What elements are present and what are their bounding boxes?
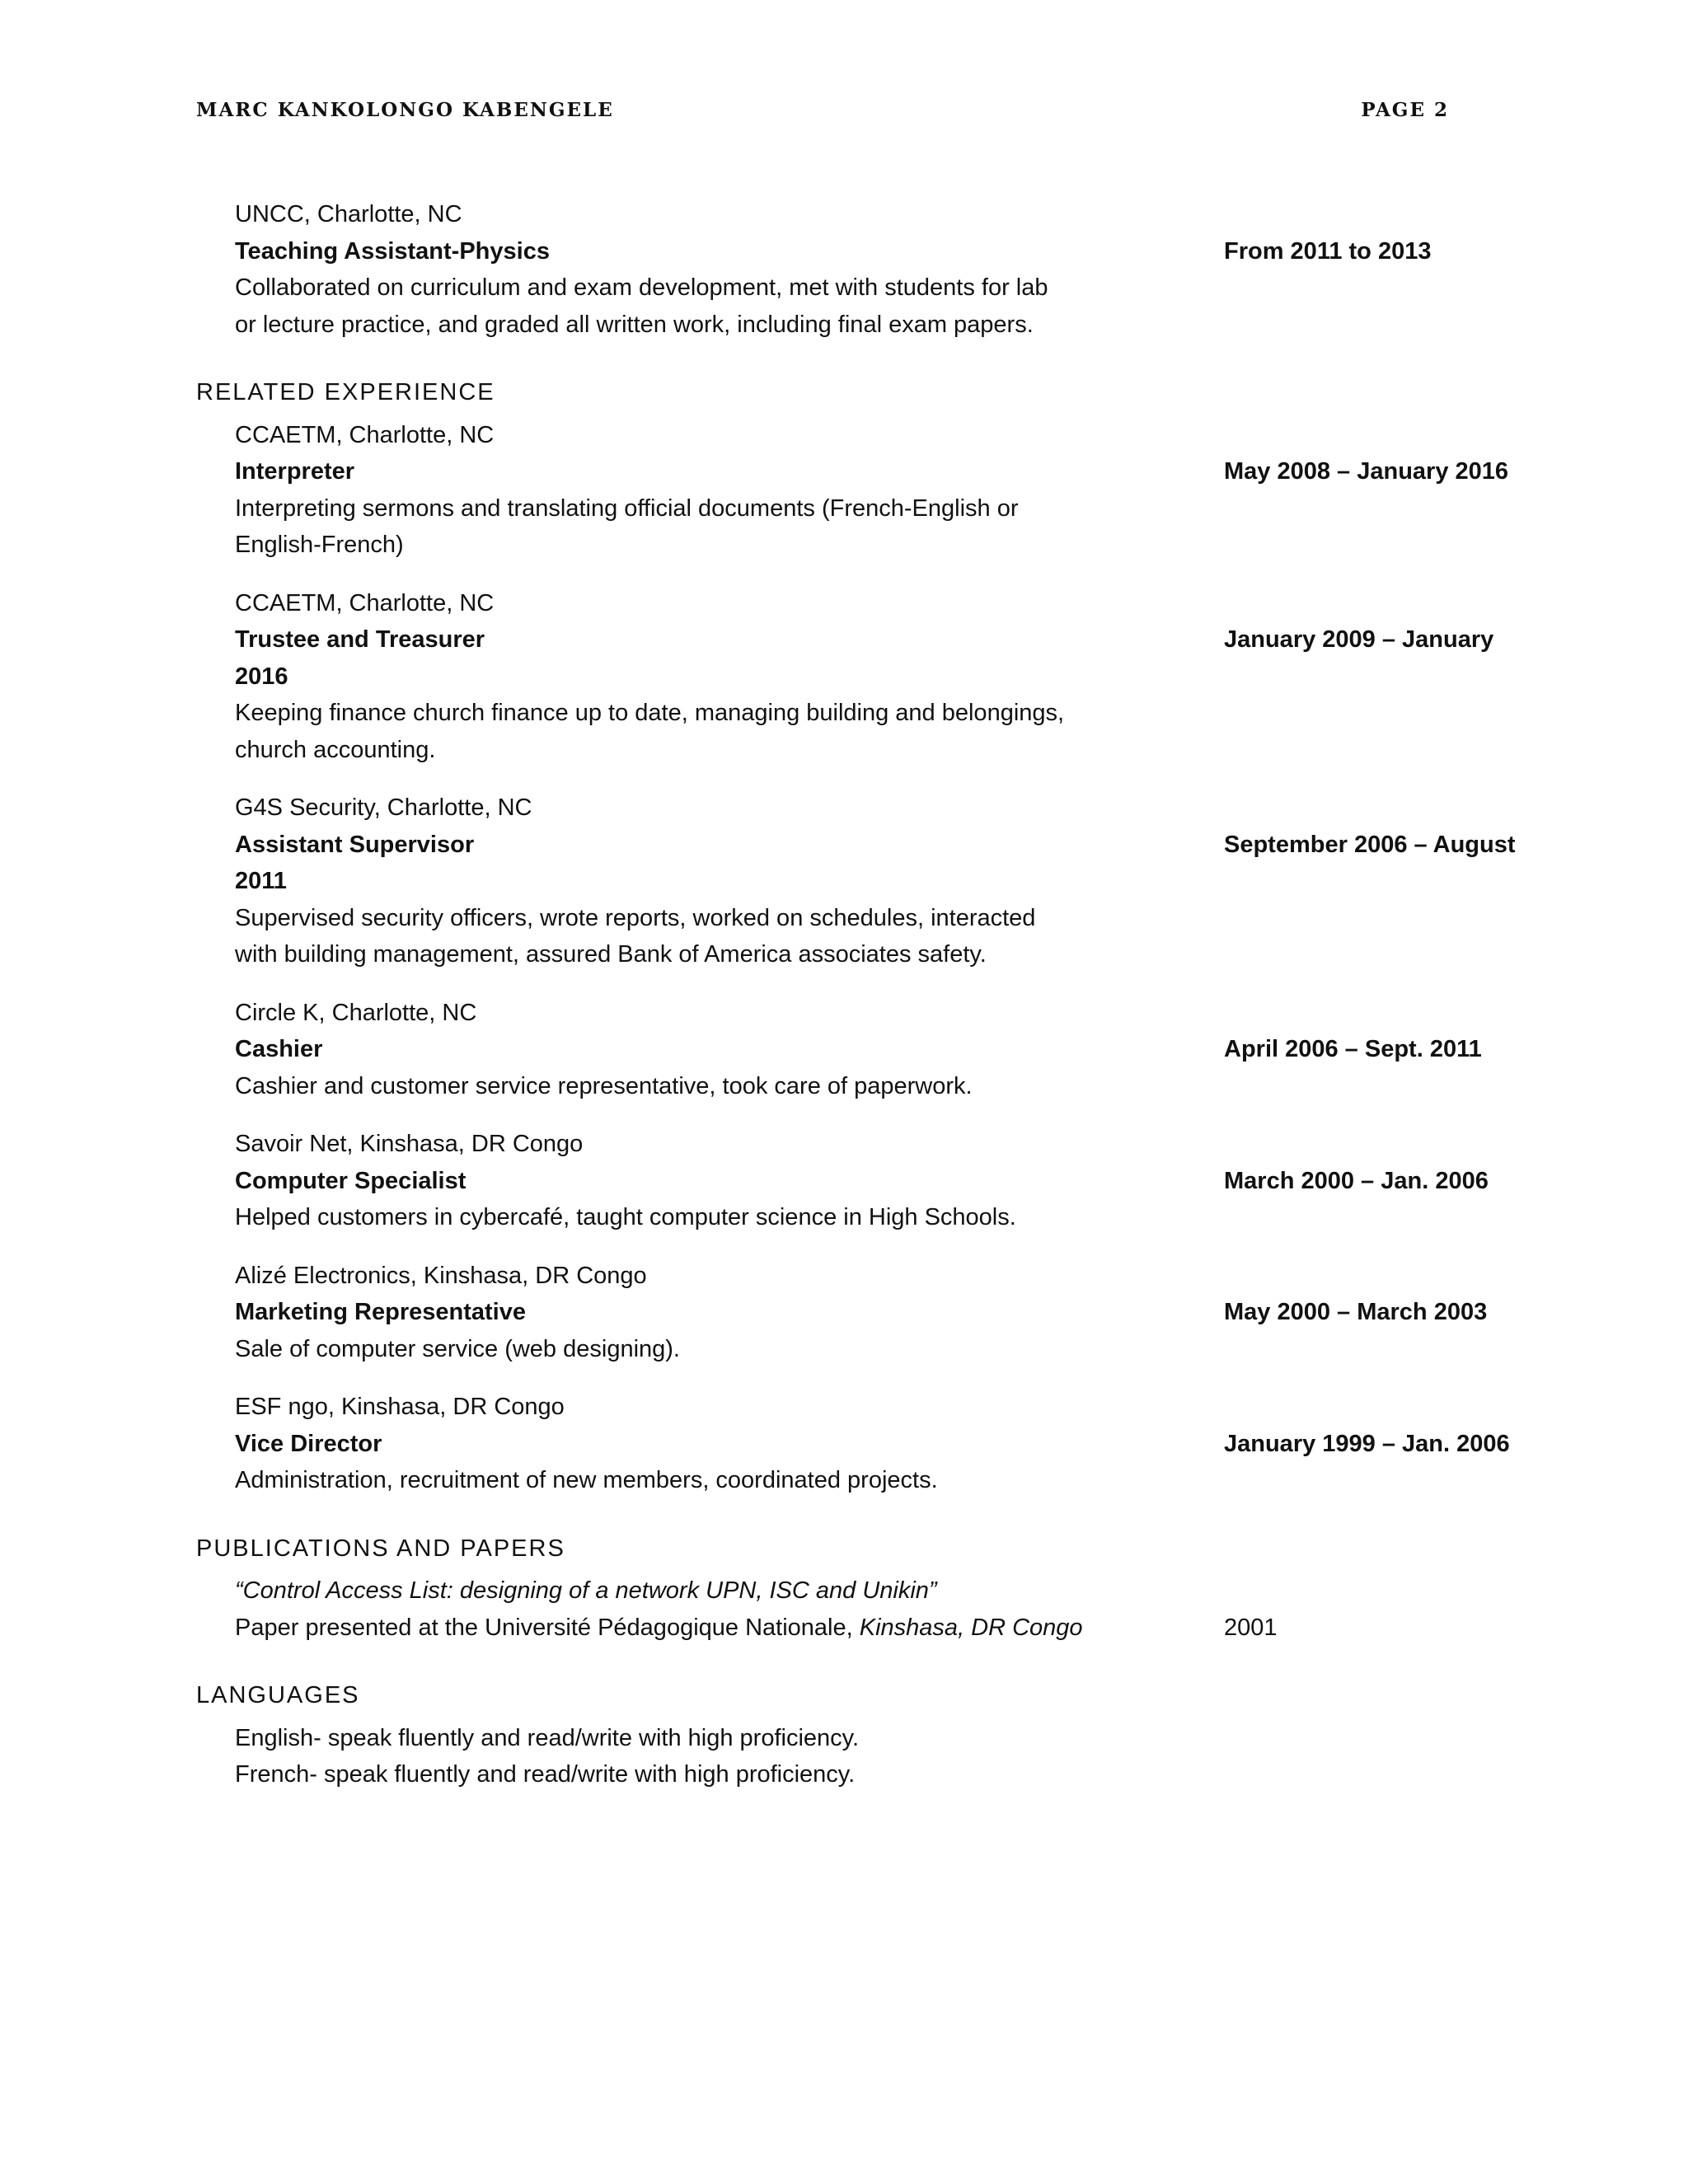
publication-entry [235,1572,1515,1646]
entry-description: Collaborated on curriculum and exam development, met with students for lab [235,274,1048,301]
section-title-publications: PUBLICATIONS AND PAPERS [196,1535,565,1562]
entry-org: CCAETM, Charlotte, NC [235,421,495,448]
experience-entry [235,1126,1515,1236]
section-title-languages: LANGUAGES [196,1682,360,1708]
entry-description: Helped customers in cybercafé, taught computer science in High Schools. [235,1204,1016,1230]
entry-description: or lecture practice, and graded all written work, including final exam papers. [235,311,1034,338]
entry-title: Computer Specialist [235,1167,467,1194]
languages-list [235,1720,1515,1793]
entry-description: Sale of computer service (web designing). [235,1335,680,1362]
language-item: French- speak fluently and read/write with high proficiency. [235,1761,856,1788]
resume-content [196,196,1515,1793]
language-item: English- speak fluently and read/write with high proficiency. [235,1724,860,1751]
entry-dates: January 2009 – January [1224,626,1494,653]
entry-dates: May 2000 – March 2003 [1224,1299,1488,1325]
resume-name: MARC KANKOLONGO KABENGELE [196,99,614,121]
page-header [196,99,1449,129]
experience-entry [235,1258,1515,1368]
entry-description: Supervised security officers, wrote reports, worked on schedules, interacted [235,904,1036,931]
entry-description: Keeping finance church finance up to date, managing building and belongings, [235,700,1065,726]
experience-entry [235,790,1515,973]
entry-dates: January 1999 – Jan. 2006 [1224,1430,1510,1457]
entry-title: Assistant Supervisor [235,831,475,858]
entry-title: Vice Director [235,1430,382,1457]
experience-entry [235,585,1515,769]
entry-org: Circle K, Charlotte, NC [235,999,477,1026]
entry-org: UNCC, Charlotte, NC [235,201,462,227]
entry-description: Administration, recruitment of new members, coordinated projects. [235,1467,938,1493]
publication-title: “Control Access List: designing of a network UPN, ISC and Unikin” [235,1577,937,1604]
entry-dates: From 2011 to 2013 [1224,237,1432,265]
experience-entry [235,417,1515,564]
entry-org: CCAETM, Charlotte, NC [235,589,495,616]
entry-title: Trustee and Treasurer [235,626,485,653]
publication-description [235,1610,1515,1647]
entry-title: Marketing Representative [235,1299,526,1325]
entry-title-continued: 2011 [235,868,287,894]
entry-description: with building management, assured Bank of America associates safety. [235,941,987,968]
page-number: PAGE 2 [1361,99,1449,121]
section-title-related-experience: RELATED EXPERIENCE [196,379,495,405]
entry-title-continued: 2016 [235,663,288,690]
entry-org: ESF ngo, Kinshasa, DR Congo [235,1394,565,1420]
experience-entry [235,995,1515,1105]
entry-description: English-French) [235,532,404,558]
entry-title: Cashier [235,1036,323,1062]
entry-title: Teaching Assistant-Physics [235,237,550,265]
entry-org: G4S Security, Charlotte, NC [235,794,532,821]
entry-dates: May 2008 – January 2016 [1224,458,1509,485]
teaching-entry [235,196,1515,343]
entry-description: church accounting. [235,736,436,763]
publication-place: Kinshasa, DR Congo [859,1614,1083,1641]
publication-year: 2001 [1224,1614,1278,1641]
entry-title: Interpreter [235,458,355,485]
publication-venue: Paper presented at the Université Pédagogique Nationale, [235,1614,860,1641]
entry-org: Alizé Electronics, Kinshasa, DR Congo [235,1262,647,1289]
entry-description: Interpreting sermons and translating official documents (French-English or [235,494,1019,522]
experience-entry [235,1389,1515,1499]
entry-description: Cashier and customer service representative, took care of paperwork. [235,1072,973,1099]
entry-dates: September 2006 – August [1224,831,1516,858]
entry-org: Savoir Net, Kinshasa, DR Congo [235,1131,584,1157]
entry-dates: March 2000 – Jan. 2006 [1224,1167,1489,1194]
entry-dates: April 2006 – Sept. 2011 [1224,1036,1482,1062]
